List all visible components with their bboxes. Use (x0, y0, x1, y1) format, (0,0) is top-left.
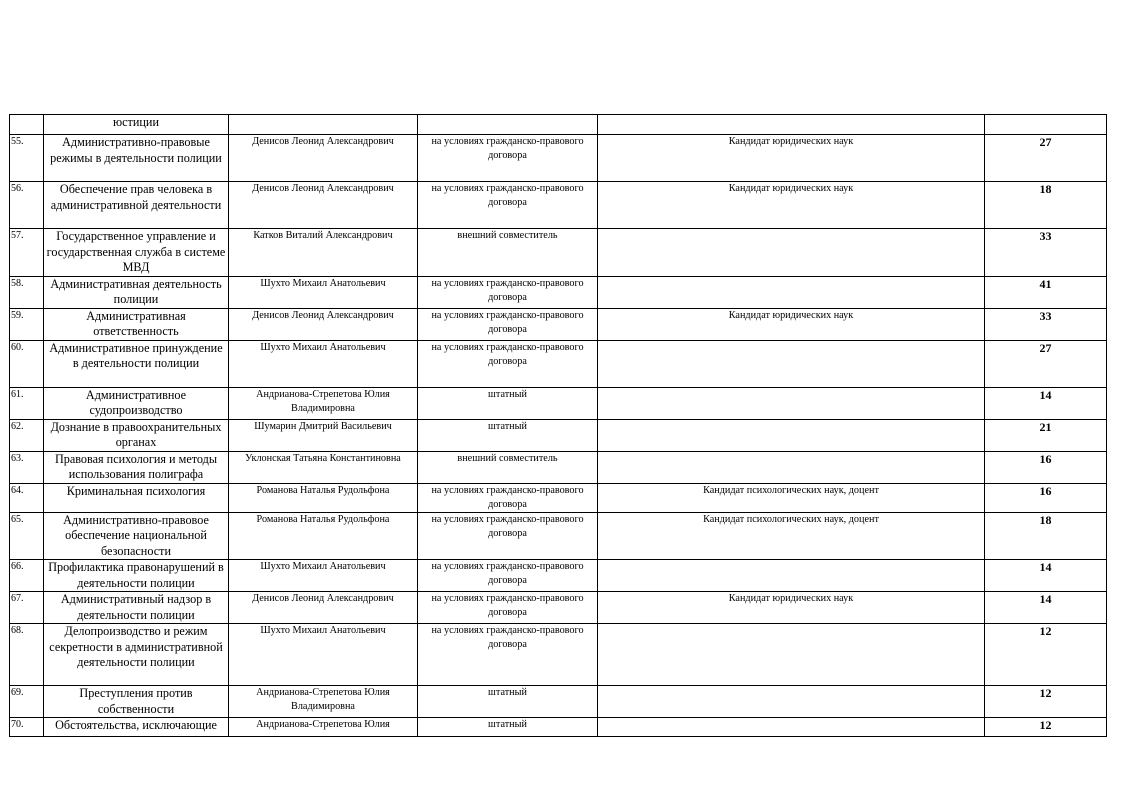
employment-basis-cell: штатный (418, 387, 598, 419)
row-number: 61. (10, 387, 44, 419)
row-number: 62. (10, 419, 44, 451)
table-row (10, 276, 1107, 308)
table-row (10, 592, 1107, 624)
hours-cell: 14 (985, 560, 1107, 592)
table-row (10, 340, 1107, 387)
teacher-cell: Катков Виталий Александрович (229, 229, 418, 277)
degree-cell (598, 718, 985, 737)
subject-cell: Административное судопроизводство (44, 387, 229, 419)
hours-cell: 12 (985, 686, 1107, 718)
degree-cell (598, 229, 985, 277)
employment-basis-cell: на условиях гражданско-правового договора (418, 512, 598, 560)
employment-basis-cell: штатный (418, 686, 598, 718)
teacher-cell: Андрианова-Стрепетова Юлия (229, 718, 418, 737)
table-row (10, 135, 1107, 182)
table-row (10, 182, 1107, 229)
subject-cell: Делопроизводство и режим секретности в административной деятельности полиции (44, 624, 229, 686)
teacher-cell: Андрианова-Стрепетова Юлия Владимировна (229, 387, 418, 419)
employment-basis-cell (418, 115, 598, 135)
degree-cell: Кандидат юридических наук (598, 592, 985, 624)
degree-cell: Кандидат юридических наук (598, 182, 985, 229)
degree-cell: Кандидат юридических наук (598, 308, 985, 340)
table-row (10, 560, 1107, 592)
subject-cell: Административный надзор в деятельности полиции (44, 592, 229, 624)
employment-basis-cell: внешний совместитель (418, 229, 598, 277)
row-number: 69. (10, 686, 44, 718)
subject-cell: Преступления против собственности (44, 686, 229, 718)
hours-cell: 16 (985, 483, 1107, 512)
row-number: 59. (10, 308, 44, 340)
degree-cell: Кандидат юридических наук (598, 135, 985, 182)
subject-cell: Дознание в правоохранительных органах (44, 419, 229, 451)
teacher-cell: Шухто Михаил Анатольевич (229, 624, 418, 686)
table-row (10, 229, 1107, 277)
hours-cell: 27 (985, 135, 1107, 182)
row-number: 57. (10, 229, 44, 277)
table-row (10, 308, 1107, 340)
subject-cell: юстиции (44, 115, 229, 135)
employment-basis-cell: на условиях гражданско-правового договора (418, 182, 598, 229)
hours-cell: 14 (985, 592, 1107, 624)
row-number: 60. (10, 340, 44, 387)
employment-basis-cell: штатный (418, 419, 598, 451)
teacher-cell: Романова Наталья Рудольфона (229, 483, 418, 512)
table-row (10, 419, 1107, 451)
teacher-cell: Шумарин Дмитрий Васильевич (229, 419, 418, 451)
row-number: 56. (10, 182, 44, 229)
degree-cell (598, 686, 985, 718)
hours-cell: 12 (985, 624, 1107, 686)
hours-cell: 18 (985, 182, 1107, 229)
row-number: 66. (10, 560, 44, 592)
row-number: 70. (10, 718, 44, 737)
row-number: 55. (10, 135, 44, 182)
subject-cell: Административная ответственность (44, 308, 229, 340)
degree-cell (598, 276, 985, 308)
employment-basis-cell: внешний совместитель (418, 451, 598, 483)
table-row (10, 624, 1107, 686)
teacher-cell: Денисов Леонид Александрович (229, 135, 418, 182)
degree-cell: Кандидат психологических наук, доцент (598, 512, 985, 560)
subject-cell: Административно-правовые режимы в деятельности полиции (44, 135, 229, 182)
degree-cell (598, 115, 985, 135)
subject-cell: Обстоятельства, исключающие (44, 718, 229, 737)
row-number: 65. (10, 512, 44, 560)
subject-cell: Криминальная психология (44, 483, 229, 512)
employment-basis-cell: на условиях гражданско-правового договора (418, 483, 598, 512)
teacher-cell: Шухто Михаил Анатольевич (229, 276, 418, 308)
hours-cell: 27 (985, 340, 1107, 387)
teacher-cell: Денисов Леонид Александрович (229, 182, 418, 229)
table-row (10, 686, 1107, 718)
teacher-cell: Уклонская Татьяна Константиновна (229, 451, 418, 483)
table-row (10, 483, 1107, 512)
degree-cell (598, 387, 985, 419)
employment-basis-cell: на условиях гражданско-правового договора (418, 340, 598, 387)
teacher-cell: Шухто Михаил Анатольевич (229, 340, 418, 387)
row-number: 67. (10, 592, 44, 624)
table-row (10, 387, 1107, 419)
hours-cell: 16 (985, 451, 1107, 483)
subject-cell: Профилактика правонарушений в деятельности полиции (44, 560, 229, 592)
row-number: 63. (10, 451, 44, 483)
employment-basis-cell: на условиях гражданско-правового договора (418, 276, 598, 308)
employment-basis-cell: на условиях гражданско-правового договора (418, 560, 598, 592)
degree-cell (598, 419, 985, 451)
degree-cell (598, 451, 985, 483)
degree-cell (598, 624, 985, 686)
employment-basis-cell: на условиях гражданско-правового договора (418, 135, 598, 182)
table-row (10, 718, 1107, 737)
teacher-cell: Романова Наталья Рудольфона (229, 512, 418, 560)
teacher-cell (229, 115, 418, 135)
row-number: 64. (10, 483, 44, 512)
hours-cell: 33 (985, 229, 1107, 277)
degree-cell (598, 560, 985, 592)
subject-cell: Государственное управление и государственная служба в системе МВД (44, 229, 229, 277)
employment-basis-cell: на условиях гражданско-правового договора (418, 624, 598, 686)
row-number: 58. (10, 276, 44, 308)
employment-basis-cell: на условиях гражданско-правового договора (418, 308, 598, 340)
hours-cell: 41 (985, 276, 1107, 308)
subject-cell: Административная деятельность полиции (44, 276, 229, 308)
hours-cell: 18 (985, 512, 1107, 560)
hours-cell: 21 (985, 419, 1107, 451)
staff-table (9, 114, 1107, 737)
teacher-cell: Шухто Михаил Анатольевич (229, 560, 418, 592)
hours-cell: 33 (985, 308, 1107, 340)
row-number (10, 115, 44, 135)
hours-cell: 14 (985, 387, 1107, 419)
hours-cell: 12 (985, 718, 1107, 737)
subject-cell: Административно-правовое обеспечение национальной безопасности (44, 512, 229, 560)
employment-basis-cell: на условиях гражданско-правового договора (418, 592, 598, 624)
row-number: 68. (10, 624, 44, 686)
subject-cell: Правовая психология и методы использования полиграфа (44, 451, 229, 483)
table-row (10, 512, 1107, 560)
table-body (10, 115, 1107, 737)
teacher-cell: Денисов Леонид Александрович (229, 308, 418, 340)
teacher-cell: Андрианова-Стрепетова Юлия Владимировна (229, 686, 418, 718)
degree-cell: Кандидат психологических наук, доцент (598, 483, 985, 512)
teacher-cell: Денисов Леонид Александрович (229, 592, 418, 624)
degree-cell (598, 340, 985, 387)
employment-basis-cell: штатный (418, 718, 598, 737)
hours-cell (985, 115, 1107, 135)
table-row (10, 451, 1107, 483)
subject-cell: Обеспечение прав человека в административной деятельности (44, 182, 229, 229)
table-row-continuation (10, 115, 1107, 135)
subject-cell: Административное принуждение в деятельности полиции (44, 340, 229, 387)
